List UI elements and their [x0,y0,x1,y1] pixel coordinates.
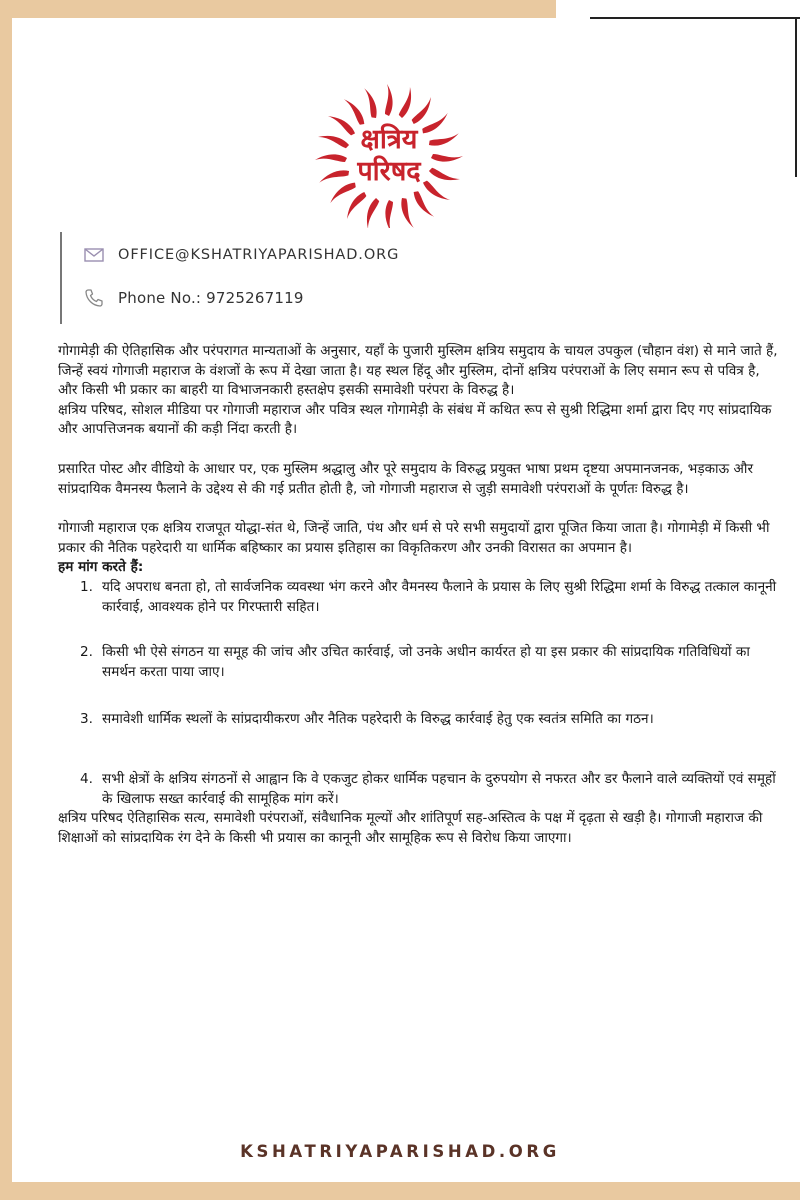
phone-icon [84,288,104,308]
demand-text: किसी भी ऐसे संगठन या समूह की जांच और उचित कार्रवाई, जो उनके अधीन कार्यरत हो या इस प्रकार की सांप्रदायिक गतिविधियों का समर्थन करता पाया जाए। [102,644,750,680]
contact-divider [60,232,62,324]
sun-ray [421,111,451,136]
sun-ray [410,96,435,126]
sun-ray [317,132,350,149]
sun-ray [431,154,463,162]
contact-email-row[interactable] [84,247,399,263]
demand-number: 3. [80,711,93,728]
sun-ray [363,197,380,228]
sun-ray [343,190,368,220]
demands-list [58,578,782,809]
sun-ray [362,87,379,120]
sun-ray [385,200,393,228]
paragraph-2: क्षत्रिय परिषद, सोशल मीडिया पर गोगाजी महाराज और पवित्र स्थल गोगामेड़ी के संबंध में कथित रूप से सुश्री रिद्धिमा शर्मा द्वारा दिए गए सांप्रदायिक और आपत्तिजनक बयानों की कड़ी निंदा करती है। [58,401,772,438]
decor-bottom-band [0,1182,800,1200]
sun-ray [327,180,357,205]
demand-text: यदि अपराध बनता हो, तो सार्वजनिक व्यवस्था भंग करने और वैमनस्य फैलाने के प्रयास के लिए सुश्री रिद्धिमा शर्मा के विरुद्ध तत्काल कानूनी कार्रवाई, आवश्यक होने पर गिरफ्तारी सहित। [102,578,777,615]
sun-ray [428,131,461,148]
sun-ray [428,167,461,184]
sun-ray [385,84,393,116]
paragraph-4: गोगाजी महाराज एक क्षत्रिय राजपूत योद्धा-संत थे, जिन्हें जाति, पंथ और धर्म से परे सभी समुदायों द्वारा पूजित किया जाता है। गोगामेड़ी में किसी भी प्रकार की नैतिक पहरेदारी या धार्मिक बहिष्कार का प्रयास इतिहास का विकृतिकरण और उनकी विरासत का अपमान है। [58,520,770,556]
demand-item [80,643,782,682]
footer-website-link[interactable]: KSHATRIYAPARISHAD.ORG [240,1142,560,1161]
paragraph-3: प्रसारित पोस्ट और वीडियो के आधार पर, एक मुस्लिम श्रद्धालु और पूरे समुदाय के विरुद्ध प्रयुक्त भाषा प्रथम दृष्टया अपमानजनक, भड़काऊ और सांप्रदायिक वैमनस्य फैलाने के उद्देश्य से की गई प्रतीत होती है, जो गोगाजी महाराज से जुड़ी समावेशी परंपराओं के पूर्णतः विरुद्ध है। [58,460,754,497]
demand-item [80,578,782,617]
sun-ray [398,86,415,119]
contact-phone[interactable]: Phone No.: 9725267119 [118,289,304,307]
closing-paragraph: क्षत्रिय परिषद ऐतिहासिक सत्य, समावेशी परंपराओं, संवैधानिक मूल्यों और शांतिपूर्ण सह-अस्तित्व के पक्ष में दृढ़ता से खड़ी है। गोगाजी महाराज की शिक्षाओं को सांप्रदायिक रंग देने के किसी भी प्रयास का कानूनी और सामूहिक रूप से विरोध किया जाएगा। [58,810,763,846]
demands-heading: हम मांग करते हैं: [58,559,144,576]
contact-phone-row[interactable] [84,288,304,308]
demand-text: समावेशी धार्मिक स्थलों के सांप्रदायीकरण और नैतिक पहरेदारी के विरुद्ध कार्रवाई हेतु एक स्वतंत्र समिति का गठन। [102,711,654,728]
demand-item [80,770,782,809]
sun-ray [342,96,367,126]
demand-number: 4. [80,770,93,787]
demand-text: सभी क्षेत्रों के क्षत्रिय संगठनों से आह्वान कि वे एकजुट होकर धार्मिक पहचान के दुरुपयोग से नफरत और डर फैलाने वाले व्यक्तियों एवं समूहों के खिलाफ सख्त कार्रवाई की सामूहिक मांग करें। [102,770,776,807]
decor-frame-line [590,17,800,19]
sun-ray [421,179,451,204]
demand-number: 2. [80,644,93,661]
logo-text-line2: परिषद [357,156,421,187]
decor-frame-line-right [795,17,797,177]
logo-text-line1: क्षत्रिय [360,124,418,155]
kshatriya-parishad-logo [304,78,474,228]
sun-ray [327,112,357,137]
letter-body [58,342,782,848]
demand-number: 1. [80,578,93,595]
sun-ray [399,197,416,228]
mail-icon [84,248,104,262]
decor-left-band [0,0,12,1200]
demand-item [80,710,782,730]
paragraph-1: गोगामेड़ी की ऐतिहासिक और परंपरागत मान्यताओं के अनुसार, यहाँ के पुजारी मुस्लिम क्षत्रिय समुदाय के चायल उपकुल (चौहान वंश) से माने जाते हैं, जिन्हें स्वयं गोगाजी महाराज के वंशजों के रूप में देखा जाता है। यह स्थल हिंदू और मुस्लिम, दोनों क्षत्रिय परंपराओं के लिए समान रूप से पवित्र है, और किसी भी प्रकार का बाहरी या विभाजनकारी हस्तक्षेप इसकी समावेशी परंपरा के विरुद्ध है। [58,343,778,399]
decor-top-band [0,0,556,18]
sun-ray [318,168,351,185]
sun-ray [411,190,436,220]
contact-email[interactable]: OFFICE@KSHATRIYAPARISHAD.ORG [118,247,400,263]
sun-ray [315,154,347,162]
